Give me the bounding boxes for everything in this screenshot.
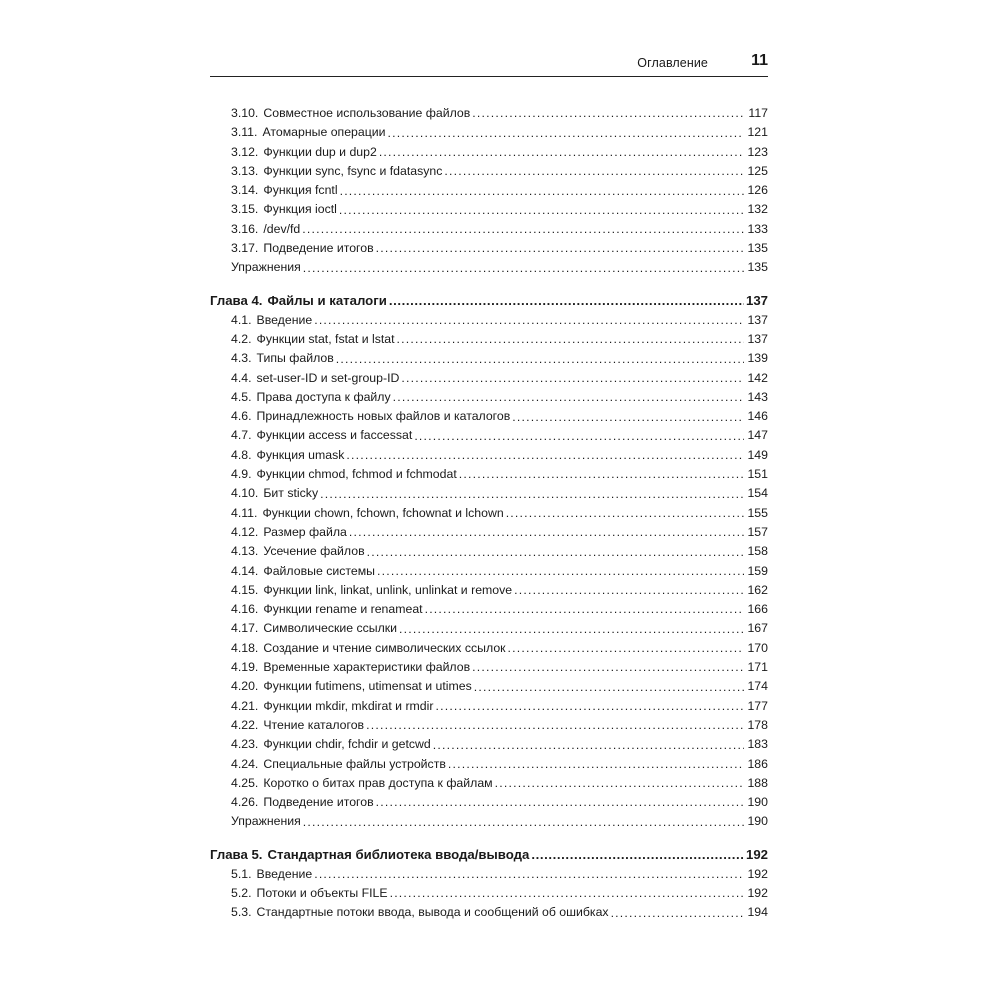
toc-page-number: 133 <box>747 221 768 236</box>
toc-entry-row <box>210 349 768 368</box>
toc-entry-row <box>210 542 768 561</box>
toc-title: Символические ссылки <box>263 621 398 636</box>
toc-number: 3.13. <box>231 163 259 178</box>
toc-page-number: 177 <box>747 698 768 713</box>
toc-number: 3.12. <box>231 144 259 159</box>
toc-entry-row <box>210 426 768 445</box>
toc-number: 4.6. <box>231 409 252 424</box>
toc-number: 4.18. <box>231 640 259 655</box>
toc-number: 4.13. <box>231 544 259 559</box>
dot-leader <box>474 681 744 695</box>
dot-leader <box>336 353 744 367</box>
toc-page-number: 186 <box>747 756 768 771</box>
toc-number: 4.7. <box>231 428 252 443</box>
toc-chapter-row <box>210 291 768 311</box>
toc-page-number: 192 <box>745 846 768 862</box>
dot-leader <box>433 739 744 753</box>
toc-page-number: 158 <box>747 544 768 559</box>
toc-number: 4.23. <box>231 737 259 752</box>
toc-page-number: 174 <box>747 679 768 694</box>
dot-leader <box>399 623 744 637</box>
toc-title: Упражнения <box>231 814 301 829</box>
header-section-title: Оглавление <box>637 56 708 70</box>
dot-leader <box>531 849 744 863</box>
toc-number: 3.11. <box>231 125 258 140</box>
toc-number: 4.8. <box>231 447 252 462</box>
toc-entry-row <box>210 369 768 388</box>
toc-number: 4.26. <box>231 795 259 810</box>
dot-leader <box>393 392 744 406</box>
toc-title: Чтение каталогов <box>263 717 365 732</box>
toc-title: Упражнения <box>231 260 301 275</box>
dot-leader <box>367 546 744 560</box>
toc-title: Функция fcntl <box>263 183 338 198</box>
dot-leader <box>472 662 744 676</box>
toc-title: Функции access и faccessat <box>256 428 413 443</box>
toc-entry-row <box>210 239 768 258</box>
toc-page-number: 183 <box>747 737 768 752</box>
toc-number: 5.2. <box>231 885 252 900</box>
dot-leader <box>303 262 744 276</box>
toc-page-number: 154 <box>747 486 768 501</box>
dot-leader <box>397 334 744 348</box>
dot-leader <box>379 146 744 160</box>
toc-title: Функции chdir, fchdir и getcwd <box>263 737 431 752</box>
toc-entry-row <box>210 581 768 600</box>
toc-number: 4.14. <box>231 563 259 578</box>
toc-page-number: 159 <box>747 563 768 578</box>
toc-title: Атомарные операции <box>262 125 386 140</box>
toc-page-number: 135 <box>747 241 768 256</box>
toc-page-number: 137 <box>747 312 768 327</box>
toc-title: Функции stat, fstat и lstat <box>256 331 395 346</box>
toc-entry-row <box>210 181 768 200</box>
toc-title: Функции chown, fchown, fchownat и lchown <box>262 505 504 520</box>
toc-entry-row <box>210 162 768 181</box>
toc-title: Функции futimens, utimensat и utimes <box>263 679 472 694</box>
toc-number: Глава 4. <box>210 292 263 308</box>
toc-entry-row <box>210 735 768 754</box>
toc-number: 3.15. <box>231 202 259 217</box>
toc-number: 5.3. <box>231 905 252 920</box>
toc-title: Функции sync, fsync и fdatasync <box>263 163 443 178</box>
toc-page-number: 170 <box>747 640 768 655</box>
toc-page-number: 190 <box>747 795 768 810</box>
toc-entry-row <box>210 755 768 774</box>
toc-page-number: 167 <box>747 621 768 636</box>
toc-entry-row <box>210 658 768 677</box>
toc-number: 4.22. <box>231 717 259 732</box>
toc-page-number: 135 <box>747 260 768 275</box>
toc-page-number: 146 <box>747 409 768 424</box>
toc-title: Создание и чтение символических ссылок <box>263 640 506 655</box>
toc-entry-row <box>210 104 768 123</box>
toc-title: Подведение итогов <box>263 795 374 810</box>
toc-title: Принадлежность новых файлов и каталогов <box>256 409 511 424</box>
toc-page-number: 171 <box>747 660 768 675</box>
toc-title: Специальные файлы устройств <box>263 756 446 771</box>
toc-entry-row <box>210 143 768 162</box>
toc-entry-row <box>210 677 768 696</box>
dot-leader <box>303 816 744 830</box>
toc-page-number: 151 <box>747 467 768 482</box>
toc-number: 4.19. <box>231 660 259 675</box>
toc-number: 5.1. <box>231 866 252 881</box>
toc-number: 4.1. <box>231 312 252 327</box>
toc-number: 4.20. <box>231 679 259 694</box>
toc-number: Глава 5. <box>210 846 263 862</box>
toc-title: Потоки и объекты FILE <box>256 885 388 900</box>
dot-leader <box>376 243 744 257</box>
dot-leader <box>314 314 744 328</box>
toc-number: 3.16. <box>231 221 259 236</box>
toc-title: Функции mkdir, mkdirat и rmdir <box>263 698 434 713</box>
dot-leader <box>506 507 744 521</box>
toc-page-number: 190 <box>747 814 768 829</box>
toc-page-number: 123 <box>747 144 768 159</box>
toc-number: 3.10. <box>231 106 259 120</box>
toc-entry-row <box>210 446 768 465</box>
toc-page-number: 162 <box>747 582 768 597</box>
toc-number: 4.17. <box>231 621 259 636</box>
toc-entry-row <box>210 220 768 239</box>
toc-page-number: 192 <box>747 885 768 900</box>
dot-leader <box>340 185 744 199</box>
dot-leader <box>366 720 744 734</box>
toc-title: Функция umask <box>256 447 345 462</box>
toc-entry-row <box>210 123 768 142</box>
dot-leader <box>495 777 744 791</box>
toc-page-number: 155 <box>747 505 768 520</box>
toc-entry-row <box>210 600 768 619</box>
toc-title: Введение <box>256 866 313 881</box>
toc-title: Стандартные потоки ввода, вывода и сообщений об ошибках <box>256 905 609 920</box>
toc-title: Типы файлов <box>256 351 334 366</box>
toc-number: 4.16. <box>231 602 259 617</box>
toc-number: 4.2. <box>231 331 252 346</box>
dot-leader <box>514 584 744 598</box>
toc-title: /dev/fd <box>263 221 301 236</box>
toc-entry-row <box>210 200 768 219</box>
toc-title: Функции dup и dup2 <box>263 144 377 159</box>
toc-title: Файловые системы <box>263 563 375 578</box>
toc-title: Подведение итогов <box>263 241 374 256</box>
toc-title: Усечение файлов <box>263 544 365 559</box>
toc-title: Функции chmod, fchmod и fchmodat <box>256 467 457 482</box>
toc-entry-row <box>210 523 768 542</box>
toc-title: Права доступа к файлу <box>256 389 391 404</box>
dot-leader <box>472 108 744 122</box>
toc-entry-row <box>210 407 768 426</box>
toc-entry-row <box>210 774 768 793</box>
toc-entry-row <box>210 484 768 503</box>
dot-leader <box>448 758 744 772</box>
dot-leader <box>339 204 744 218</box>
toc-title: set-user-ID и set-group-ID <box>256 370 400 385</box>
toc-page-number: 121 <box>747 125 768 140</box>
toc-chapter-row <box>210 845 768 865</box>
toc-page-number: 194 <box>747 905 768 920</box>
dot-leader <box>388 127 744 141</box>
header-page-number: 11 <box>751 52 768 69</box>
toc-page-number: 139 <box>747 351 768 366</box>
toc-page-number: 166 <box>747 602 768 617</box>
running-header <box>210 50 768 77</box>
dot-leader <box>611 907 744 921</box>
toc-number: 4.25. <box>231 775 259 790</box>
toc-entry-row <box>210 388 768 407</box>
toc-number: 4.15. <box>231 582 259 597</box>
toc-title: Размер файла <box>263 524 347 539</box>
toc-entry-row <box>210 865 768 884</box>
dot-leader <box>389 295 744 309</box>
toc-number: 4.12. <box>231 524 259 539</box>
toc-entry-row <box>210 258 768 277</box>
toc-title: Бит sticky <box>263 486 319 501</box>
toc-page-number: 143 <box>747 389 768 404</box>
toc-number: 4.4. <box>231 370 252 385</box>
toc-number: 4.9. <box>231 467 252 482</box>
toc-number: 3.17. <box>231 241 259 256</box>
toc-title: Файлы и каталоги <box>267 292 387 308</box>
toc-entry-row <box>210 465 768 484</box>
toc-title: Функция ioctl <box>263 202 337 217</box>
toc-entry-row <box>210 812 768 831</box>
toc-entry-row <box>210 330 768 349</box>
toc-page-number: 149 <box>747 447 768 462</box>
toc-page-number: 188 <box>747 775 768 790</box>
toc-number: 4.5. <box>231 389 252 404</box>
toc-title: Функции rename и renameat <box>263 602 423 617</box>
dot-leader <box>508 642 744 656</box>
toc-page-number: 117 <box>748 106 768 120</box>
dot-leader <box>320 488 744 502</box>
dot-leader <box>435 700 744 714</box>
dot-leader <box>401 372 744 386</box>
dot-leader <box>512 411 744 425</box>
toc-entry-row <box>210 903 768 922</box>
toc-entry-row <box>210 562 768 581</box>
toc-entry-row <box>210 697 768 716</box>
toc-number: 4.10. <box>231 486 259 501</box>
toc-entry-row <box>210 311 768 330</box>
table-of-contents <box>210 104 768 923</box>
dot-leader <box>459 469 744 483</box>
toc-entry-row <box>210 884 768 903</box>
toc-number: 4.3. <box>231 351 252 366</box>
dot-leader <box>314 868 744 882</box>
toc-page-number: 125 <box>747 163 768 178</box>
toc-number: 4.11. <box>231 505 258 520</box>
toc-title: Стандартная библиотека ввода/вывода <box>267 846 530 862</box>
toc-title: Совместное использование файлов <box>263 106 471 120</box>
toc-number: 4.24. <box>231 756 259 771</box>
toc-title: Введение <box>256 312 313 327</box>
toc-page-number: 137 <box>747 331 768 346</box>
toc-entry-row <box>210 619 768 638</box>
toc-page-number: 147 <box>747 428 768 443</box>
toc-page-number: 126 <box>747 183 768 198</box>
dot-leader <box>302 223 744 237</box>
toc-entry-row <box>210 793 768 812</box>
toc-page-number: 192 <box>747 866 768 881</box>
toc-number: 3.14. <box>231 183 259 198</box>
toc-entry-row <box>210 716 768 735</box>
dot-leader <box>414 430 744 444</box>
toc-page-number: 157 <box>747 524 768 539</box>
toc-page-number: 142 <box>747 370 768 385</box>
dot-leader <box>444 166 744 180</box>
toc-page-number: 137 <box>745 292 768 308</box>
toc-entry-row <box>210 639 768 658</box>
dot-leader <box>377 565 744 579</box>
toc-title: Коротко о битах прав доступа к файлам <box>263 775 493 790</box>
toc-title: Функции link, linkat, unlink, unlinkat и remove <box>263 582 513 597</box>
dot-leader <box>390 888 744 902</box>
toc-entry-row <box>210 504 768 523</box>
dot-leader <box>346 449 744 463</box>
dot-leader <box>425 604 744 618</box>
dot-leader <box>349 527 744 541</box>
toc-title: Временные характеристики файлов <box>263 660 471 675</box>
toc-number: 4.21. <box>231 698 259 713</box>
dot-leader <box>376 797 744 811</box>
toc-page-number: 132 <box>747 202 768 217</box>
toc-page-number: 178 <box>747 717 768 732</box>
